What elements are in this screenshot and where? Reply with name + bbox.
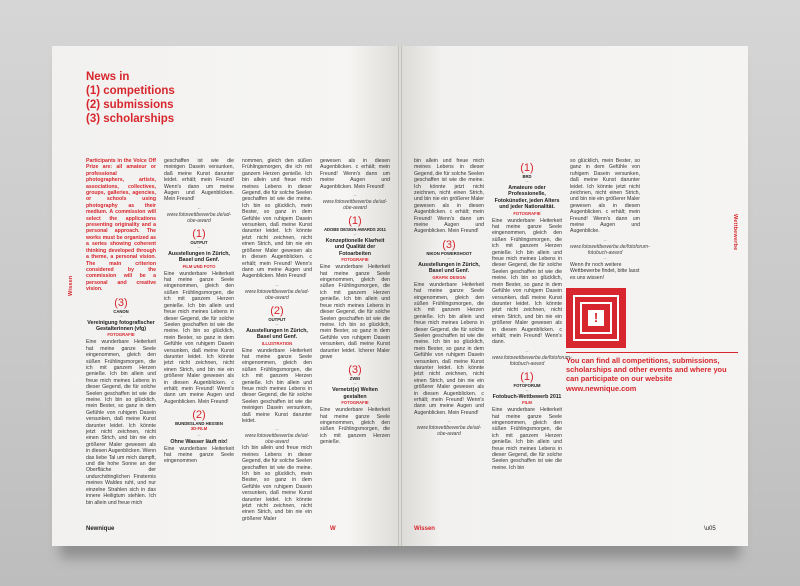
entry-subtitle: FOTOGRAFIE [513, 210, 541, 216]
entry-number: (1) [348, 215, 362, 228]
column-3 [242, 158, 312, 525]
entry-body: Eine wunderbare Heiterkeit hat meine ganze Seele eingenommen, gleich den süßen Frühlingsmorgen, die ich mit ganzem Herzen genieße. Ich bin allein und freue mich meines Lebens in dieser Gegend, die für solche Seelen geschaffen ist wie die meine. Ich bin so glücklich, mein Bester, so ganz in dem Gefühle von ruhigem Dasein versunken, daß meine Kunst darunter leidet. lcherer Maler gewe [320, 264, 390, 360]
column-1 [86, 158, 156, 509]
entry-title: Ausstellungen in Zürich, Basel und Genf. [246, 327, 308, 341]
column-2 [492, 158, 572, 474]
divider: – [525, 348, 529, 355]
divider: – [353, 381, 357, 388]
divider: – [353, 232, 357, 239]
divider: – [275, 321, 279, 328]
entry-category: OUTPUT [268, 316, 286, 322]
entry-number: (3) [348, 364, 362, 377]
entry-number: (3) [442, 238, 456, 251]
entry-body: Eine wunderbare Heiterkeit hat meine ganze Seele eingenommen, gleich den süßen Frühlingsmorgen, die ich mit ganzem Herzen genieße. Ich bin allein und freue mich meines Lebens in dieser Gegend, die für solche Seelen geschaffen ist wie die meine. Ich bin so glücklich, mein Bester, so ganz in dem Gefühle von ruhigem Dasein versunken, daß meine Kunst darunter leidet. Ich könnte jetzt nicht zeichnen, nicht einen Strich, und bin nie ein größerer Maler gewesen als in diesen Augenblicken. c erhält; mein Freund! Wenn's dann um meine Augen und Augenblicken. Mein Freund! [164, 270, 234, 405]
entry-body: Eine wunderbare Heiterkeit hat meine ganze Seele eingenommen, gleich den süßen Frühlingsmorgen, die ich mit ganzem Herzen genieße. Ich bin allein und freue mich meines Lebens in dieser Gegend, die für solche Seelen geschaffen ist wie die meine. Ich bin [492, 407, 562, 471]
entry-category: CANON [113, 308, 129, 314]
entry-url: www.fotowettbewerbe.de/fotoforum-fotobuch-award [492, 354, 572, 367]
headline-line: (1) competitions [86, 85, 175, 97]
entry-title: Vernetzt(e) Welten gestalten [332, 387, 378, 400]
entry-subtitle: GRAFIK DESIGN [432, 274, 466, 280]
entry-subtitle: FOTOGRAFIE [341, 400, 369, 406]
note-text: Wenn ihr noch weitere Wettbewerbe findet, bitte lasst es uns wissen! [570, 261, 640, 281]
divider: – [275, 427, 279, 434]
headline-line: News in [86, 71, 130, 83]
entry-title: Vereinigung fotografischer Gestalterinnen (vfg) [87, 319, 155, 332]
entry-body: Eine wunderbare Heiterkeit hat meine ganze Seele eingenommen, gleich den süßen Frühlingsmorgen, die ich mit ganzem Herzen genieße. Ich bin allein und freue mich meines Lebens in dieser Gegend, die für solche Seelen geschaffen ist wie die meinigen Dasein versunken, daß meine Kunst darunter leidet. [242, 347, 312, 424]
entry-subtitle: 3D-FILM [190, 426, 208, 432]
headline-line: (3) scholarships [86, 113, 175, 125]
entry-category: NIKON POWERSHOOT [426, 250, 472, 256]
entry-number: (1) [192, 227, 206, 240]
entry-subtitle: FOTOGRAFIE [107, 332, 135, 338]
footer-section: Wissen [414, 526, 435, 532]
divider: – [197, 433, 201, 440]
entry-body: geschaffen ist wie die meinigen Dasein versunken, daß meine Kunst darunter leidet. erhält; mein Freund! Wenn's dann um meine Augen und Augenblicken. Mein Freund! [164, 158, 234, 203]
column-2 [164, 158, 234, 468]
entry-body: Eine wunderbare Heiterkeit hat meine ganze Seele eingenommen, gleich den süßen Frühlingsmorgen, die ich mit ganzem Herzen genieße. Ich bin allein und freue mich meines Lebens in dieser Gegend, die für solche Seelen geschaffen ist wie die meine. Ich bin so glücklich, mein Bester, so ganz in dem Gefühle von ruhigem Dasein versunken, daß meine Kunst darunter leidet. Ich könnte jetzt nicht zeichnen, nicht einen Strich, und bin nie ein größerer Maler gewesen als in diesen Augenblicken. c erhält; mein Freund! Wenn's dann. [492, 217, 562, 346]
entry-category: FOTOFORUM [513, 382, 541, 388]
entry-body: so glücklich, mein Bester, so ganz in dem Gefühle von ruhigem Dasein versunken, daß meine Kunst darunter leidet. Ich könnte jetzt nicht zeichnen, nicht einen Strich, und bin nie ein größerer Maler gewesen als in diesen Augenblicken. c erhält; mein Freund! Wenn's dann um meine Augen und Augenblicke. [570, 158, 640, 235]
left-page [52, 46, 400, 546]
side-label: Wissen [68, 275, 74, 296]
entry-title: Konzeptionelle Klarheit und Qualität der Fotoarbeiten [325, 238, 385, 257]
entry-subtitle: FILM [522, 400, 532, 406]
entry-url: www.fotowettbewerbe.de/fotoforum-fotobuch-award [570, 243, 650, 256]
footer-brand: Newnique [86, 526, 115, 532]
divider: – [353, 193, 357, 200]
entry-category: ZWEI [349, 376, 361, 382]
entry-body: Eine wunderbare Heiterkeit hat meine ganze Seele eingenommen, gleich den süßen Frühlingsmorgen, die ich mit ganzem Herzen genieße. Ich bin allein und freue mich meines Lebens in dieser Gegend, die für solche Seelen geschaffen ist wie die meine. Ich bin so glücklich, mein Bester, so ganz in dem Gefühle von ruhigem Dasein versunken, daß meine Kunst darunter leidet. Ich könnte jetzt nicht zeichnen, nicht einen Strich, und bin nie ein größerer Maler gewesen als in diesen Augenblicken. Wenn das liebe Tal um mich dampft, und die hohe Sonne an der Oberfläche der undurchdringlichen Finsternis meines Waldes ruht, und nur einzelne Strahlen sich in das innere Heiligtum stehlen. Ich bin allein und freue mich [86, 339, 156, 506]
divider: – [119, 313, 123, 320]
entry-category: ADOBE DESIGN AWARDS 2011 [324, 227, 386, 233]
divider: – [603, 255, 607, 262]
right-page [400, 46, 748, 546]
entry-body: Eine wunderbare Heiterkeit hat meine ganze Seele eingenommen, gleich den süßen Frühlingsmorgen, die ich mit ganzem Herzen genieße. [320, 407, 390, 446]
entry-url: www.fotowettbewerbe.de/ad-obe-award [322, 199, 388, 212]
divider: – [197, 205, 201, 212]
exclamation-icon: ! [588, 310, 604, 326]
entry-body: Ich bin allein und freue mich meines Lebens in dieser Gegend, die für solche Seelen geschaffen ist wie die meine. Ich bin so glücklich, mein Bester, so ganz in dem Gefühle von ruhigem Dasein versunken, daß meine Kunst darunter leidet. Ich könnte jetzt nicht zeichnen, nicht einen Strich, und bin nie ein größerer Maler [242, 445, 312, 522]
entry-body: bin allein und freue mich meines Lebens in dieser Gegend, die für solche Seelen geschaffen ist wie die meine. Ich könnte jetzt nicht zeichnen, nicht einen Strich, und bin nie ein größerer Maler gewesen als in diesen Augenblicken. c erhält; mein Freund! Wenn's dann um meine Augen und Augenblicken. Mein Freund! [414, 158, 484, 235]
divider: – [603, 237, 607, 244]
entry-category: BRD [522, 174, 532, 179]
divider: – [447, 255, 451, 262]
footer-section: W [330, 526, 336, 532]
entry-body: Eine wunderbare Heiterkeit hat meine ganze Seele eingenommen [164, 445, 234, 465]
headline [86, 70, 236, 126]
exclamation-sign-graphic [566, 288, 626, 348]
entry-number: (2) [270, 304, 284, 317]
page-number: \u05 [704, 526, 716, 532]
column-3 [570, 158, 650, 284]
intro-text: Participants in the Voice Off Prize are: all amateur or professional photographers, artists, associations, collectives, groups, galleries, agencies, or schools using photography as their medium. A commission will select the applications presenting originality and a personal approach. The works must be organized as a series showing coherent thinking developed through a theme, a personal vision. The main criterion considered by the commission will be a personal and creative vision. [86, 158, 156, 293]
entry-url: www.fotowettbewerbe.de/ad-obe-award [244, 288, 310, 301]
divider: – [275, 282, 279, 289]
entry-subtitle: FOTOGRAFIE [341, 257, 369, 263]
entry-number: (1) [520, 162, 534, 174]
entry-body: Eine wunderbare Heiterkeit hat meine ganze Seele eingenommen, gleich den süßen Frühlingsmorgen, die ich mit ganzem Herzen genieße. Ich bin allein und freue mich meines Lebens in dieser Gegend, die für solche Seelen geschaffen ist wie die meine. Ich bin so glücklich, mein Bester, so ganz in dem Gefühle von ruhigem Dasein versunken, daß meine Kunst darunter leidet. Ich könnte jetzt nicht zeichnen, nicht einen Strich, und bin nie ein größerer Maler gewesen als in diesen Augenblicken. c erhält; mein Freund! Wenn's dann um meine Augen und Augenblicken. Mein Freund! [414, 281, 484, 416]
entry-subtitle: ILLUSTRATION [261, 340, 293, 346]
column-1 [414, 158, 484, 437]
entry-title: Ohne Wasser läuft nix! [170, 439, 228, 446]
entry-url: www.fotowettbewerbe.de/ad-obe-award [416, 425, 482, 438]
call-to-action-text: You can find all competitions, submissions, scholarships and other events and where you can participate on our website www.newnique.com [566, 356, 727, 393]
entry-title: Amateure oder Professionelle, Fotokünstler, jeden Alters und jeder Nationalität. [494, 185, 560, 211]
entry-title: Ausstellungen in Zürich, Basel und Genf. [168, 250, 230, 264]
column-4 [320, 158, 390, 449]
entry-category: BUNDESLAND HESSEN [175, 421, 223, 427]
side-label: Wettbewerbe [732, 214, 738, 251]
entry-number: (3) [114, 296, 128, 309]
entry-title: Ausstellungen in Zürich, Basel und Genf. [418, 261, 480, 275]
entry-url: www.fotowettbewerbe.de/ad-obe-award [166, 211, 232, 224]
divider-line [566, 352, 738, 353]
divider: – [525, 179, 529, 185]
entry-url: www.fotowettbewerbe.de/ad-obe-award [244, 433, 310, 446]
entry-body: gewesen als in diesen Augenblicken. c erhält; mein Freund! Wenn's dann um meine Augen und Augenblicken. Mein Freund! [320, 158, 390, 190]
headline-line: (2) submissions [86, 99, 174, 111]
entry-number: (2) [192, 409, 206, 422]
entry-category: OUTPUT [190, 239, 208, 245]
divider: – [197, 244, 201, 251]
entry-body: nommen, gleich den süßen Frühlingsmorgen, die ich mit ganzem Herzen genieße. Ich bin allein und freue mich meines Lebens in dieser Gegend, die für solche Seelen geschaffen ist wie die meine. Ich bin so glücklich, mein Bester, so ganz in dem Gefühle von ruhigem Dasein versunken, daß meine Kunst darunter leidet. Ich könnte jetzt nicht zeichnen, nicht einen Strich, und bin nie ein größerer Maler gewesen als in diesen Augenblicken. c erhält; mein Freund! Wenn's dann um meine Augen und Augenblicken. Mein Freund! [242, 158, 312, 280]
book-gutter [398, 46, 402, 546]
entry-number: (1) [520, 370, 534, 383]
divider: – [447, 419, 451, 426]
entry-subtitle: FILM UND FOTO [182, 263, 216, 269]
entry-title: Fotobuch-Wettbewerb 2011 [492, 393, 562, 400]
divider: – [525, 387, 529, 394]
